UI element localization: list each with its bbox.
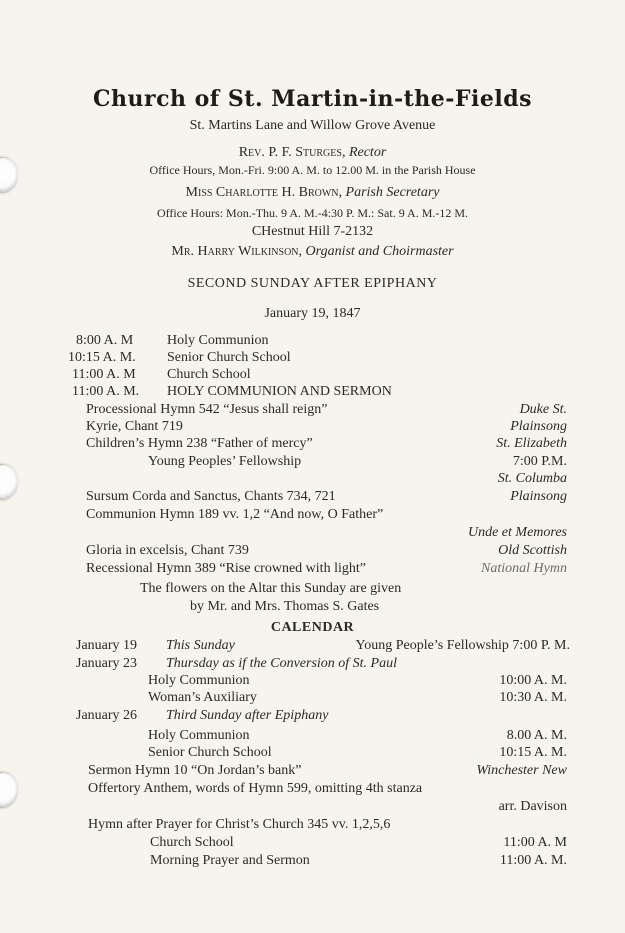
flowers-donors: by Mr. and Mrs. Thomas S. Gates bbox=[190, 599, 380, 614]
calendar-date: January 26 bbox=[76, 708, 138, 723]
hymn-after-prayer: Hymn after Prayer for Christ’s Church 345 vv. 1,2,5,6 bbox=[88, 817, 391, 832]
calendar-item-name: Senior Church School bbox=[148, 745, 272, 760]
service-name: Church School bbox=[167, 367, 251, 382]
offertory-arranger: arr. Davison bbox=[498, 799, 567, 814]
service-name: Senior Church School bbox=[167, 350, 291, 365]
rector-line bbox=[0, 145, 625, 161]
communion-hymn: Communion Hymn 189 vv. 1,2 “And now, O Father” bbox=[86, 507, 384, 522]
service-time: 10:15 A. M. bbox=[68, 350, 136, 365]
calendar-item-time: 10:15 A. M. bbox=[499, 745, 567, 760]
service-name: HOLY COMMUNION AND SERMON bbox=[167, 384, 392, 399]
rector-title: Rector bbox=[348, 145, 387, 160]
calendar-item-time: 10:00 A. M. bbox=[499, 673, 567, 688]
sursum-corda: Sursum Corda and Sanctus, Chants 734, 721 bbox=[86, 489, 336, 504]
fellowship-time: 7:00 P.M. bbox=[512, 454, 567, 469]
young-peoples-fellowship: Young Peoples’ Fellowship bbox=[148, 454, 302, 469]
sermon-hymn: Sermon Hymn 10 “On Jordan’s bank” bbox=[88, 763, 302, 778]
calendar-day: Third Sunday after Epiphany bbox=[166, 708, 329, 723]
secretary-name: Miss Charlotte H. Brown, bbox=[185, 185, 343, 200]
flowers-note: The flowers on the Altar this Sunday are given bbox=[140, 581, 402, 596]
calendar-event: Young People’s Fellowship 7:00 P. M. bbox=[355, 638, 570, 653]
church-address: St. Martins Lane and Willow Grove Avenue bbox=[189, 118, 436, 133]
kyrie: Kyrie, Chant 719 bbox=[86, 419, 183, 434]
calendar-item-name: Woman’s Auxiliary bbox=[148, 690, 257, 705]
calendar-item-name: Morning Prayer and Sermon bbox=[150, 853, 310, 868]
childrens-hymn: Children’s Hymn 238 “Father of mercy” bbox=[86, 436, 313, 451]
communion-tune: Unde et Memores bbox=[467, 525, 567, 540]
office-hours-parish: Office Hours, Mon.-Fri. 9:00 A. M. to 12.00 M. in the Parish House bbox=[149, 163, 476, 177]
processional-hymn: Processional Hymn 542 “Jesus shall reign” bbox=[86, 402, 328, 417]
calendar-item-time: 11:00 A. M. bbox=[499, 853, 567, 868]
phone-number: CHestnut Hill 7-2132 bbox=[251, 224, 374, 239]
service-time: 8:00 A. M bbox=[76, 333, 134, 348]
calendar-date: January 19 bbox=[76, 638, 138, 653]
sunday-date: January 19, 1847 bbox=[264, 306, 361, 321]
offertory-anthem: Offertory Anthem, words of Hymn 599, omitting 4th stanza bbox=[88, 781, 423, 796]
sursum-tune: Plainsong bbox=[510, 489, 567, 504]
calendar-day: This Sunday bbox=[166, 638, 235, 653]
sunday-title: SECOND SUNDAY AFTER EPIPHANY bbox=[187, 276, 438, 291]
sermon-tune: Winchester New bbox=[476, 763, 567, 778]
calendar-item-name: Church School bbox=[150, 835, 234, 850]
calendar-item-time: 8.00 A. M. bbox=[506, 728, 567, 743]
calendar-item-time: 10:30 A. M. bbox=[499, 690, 567, 705]
recessional-tune: National Hymn bbox=[481, 561, 567, 576]
calendar-heading: CALENDAR bbox=[270, 620, 355, 635]
childrens-tune: St. Elizabeth bbox=[496, 436, 567, 451]
organist-line bbox=[0, 244, 625, 260]
service-time: 11:00 A. M. bbox=[72, 384, 140, 399]
service-name: Holy Communion bbox=[167, 333, 269, 348]
processional-tune: Duke St. bbox=[519, 402, 567, 417]
gloria: Gloria in excelsis, Chant 739 bbox=[86, 543, 249, 558]
calendar-item-time: 11:00 A. M bbox=[503, 835, 567, 850]
kyrie-tune: Plainsong bbox=[510, 419, 567, 434]
binder-hole bbox=[0, 773, 18, 807]
binder-hole bbox=[0, 465, 18, 499]
service-time: 11:00 A. M bbox=[72, 367, 136, 382]
office-hours-secretary: Office Hours: Mon.-Thu. 9 A. M.-4:30 P. M.: Sat. 9 A. M.-12 M. bbox=[156, 206, 469, 220]
calendar-item-name: Holy Communion bbox=[148, 728, 250, 743]
organist-title: Organist and Choirmaster bbox=[305, 244, 454, 259]
rector-name: Rev. P. F. Sturges, bbox=[238, 145, 346, 160]
calendar-item-name: Holy Communion bbox=[148, 673, 250, 688]
calendar-date: January 23 bbox=[76, 656, 138, 671]
church-title: Church of St. Martin-in-the-Fields bbox=[92, 86, 533, 112]
organist-name: Mr. Harry Wilkinson, bbox=[171, 244, 303, 259]
secretary-title: Parish Secretary bbox=[345, 185, 440, 200]
fellowship-place: St. Columba bbox=[497, 471, 567, 486]
recessional-hymn: Recessional Hymn 389 “Rise crowned with light” bbox=[86, 561, 366, 576]
gloria-tune: Old Scottish bbox=[498, 543, 567, 558]
secretary-line bbox=[0, 185, 625, 201]
calendar-day: Thursday as if the Conversion of St. Paul bbox=[166, 656, 397, 671]
